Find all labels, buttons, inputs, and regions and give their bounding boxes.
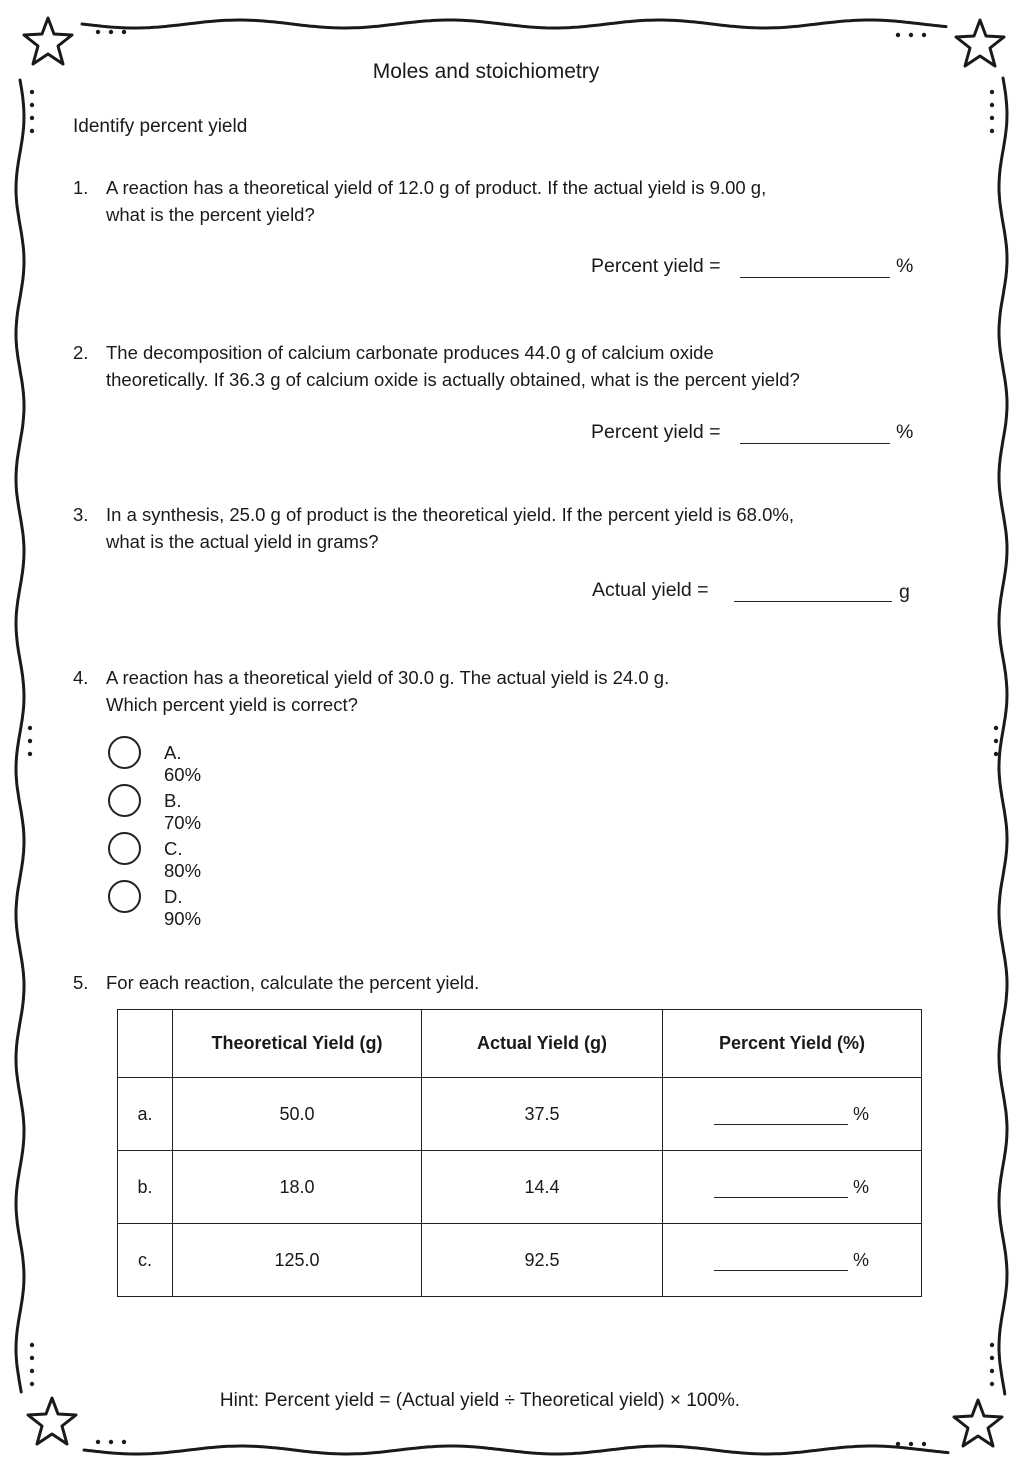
question-text-line-1: The decomposition of calcium carbonate produces 44.0 g of calcium oxide (106, 342, 714, 363)
option-label: C. 80% (164, 838, 202, 881)
actual-cell: 14.4 (422, 1151, 663, 1224)
table-row (118, 1078, 922, 1151)
percent-cell (663, 1224, 922, 1297)
question-number: 4. (73, 667, 89, 688)
question-text-line-1: In a synthesis, 25.0 g of product is the theoretical yield. If the percent yield is 68.0%, (106, 504, 794, 525)
border-right (999, 78, 1007, 1394)
section-subtitle: Identify percent yield (73, 116, 248, 137)
actual-cell: 37.5 (422, 1078, 663, 1151)
percent-unit: % (853, 1250, 870, 1270)
star-icon (954, 1400, 1002, 1446)
answer-label: Actual yield = (592, 579, 709, 601)
answer-unit: % (896, 421, 914, 443)
star-icon (24, 18, 72, 64)
border-top (82, 20, 946, 28)
table-row (118, 1224, 922, 1297)
table-header-row (118, 1010, 922, 1078)
actual-cell: 92.5 (422, 1224, 663, 1297)
row-label: a. (118, 1078, 173, 1151)
header-theoretical: Theoretical Yield (g) (173, 1010, 422, 1078)
header-actual: Actual Yield (g) (422, 1010, 663, 1078)
percent-unit: % (853, 1104, 870, 1124)
question-number: 1. (73, 177, 89, 198)
option-label: B. 70% (164, 790, 202, 833)
header-percent: Percent Yield (%) (663, 1010, 922, 1078)
answer-blank[interactable] (740, 443, 890, 444)
question-text-line-2: Which percent yield is correct? (106, 694, 358, 715)
percent-cell (663, 1151, 922, 1224)
radio-circle[interactable] (108, 880, 141, 913)
radio-circle[interactable] (108, 736, 141, 769)
theoretical-cell: 50.0 (173, 1078, 422, 1151)
question-text-line-2: theoretically. If 36.3 g of calcium oxide is actually obtained, what is the percent yield? (106, 369, 800, 390)
border-bottom (84, 1446, 948, 1454)
radio-circle[interactable] (108, 784, 141, 817)
header-blank (118, 1010, 173, 1078)
option-label: A. 60% (164, 742, 202, 785)
option-label: D. 90% (164, 886, 202, 929)
hint-text: Hint: Percent yield = (Actual yield ÷ Theoretical yield) × 100%. (219, 1390, 741, 1411)
question-text-line-2: what is the actual yield in grams? (106, 531, 379, 552)
answer-blank[interactable] (714, 1124, 848, 1125)
answer-blank[interactable] (734, 601, 892, 602)
question-text-line-1: A reaction has a theoretical yield of 12.0 g of product. If the actual yield is 9.00 g, (106, 177, 767, 198)
table-row (118, 1151, 922, 1224)
row-label: c. (118, 1224, 173, 1297)
theoretical-cell: 125.0 (173, 1224, 422, 1297)
answer-blank[interactable] (714, 1270, 848, 1271)
question-text-line-1: A reaction has a theoretical yield of 30.0 g. The actual yield is 24.0 g. (106, 667, 670, 688)
question-number: 5. (73, 972, 89, 993)
answer-label: Percent yield = (591, 421, 721, 443)
answer-label: Percent yield = (591, 255, 721, 277)
border-left (16, 80, 24, 1392)
row-label: b. (118, 1151, 173, 1224)
answer-unit: g (899, 581, 910, 603)
yield-table (117, 1009, 922, 1297)
theoretical-cell: 18.0 (173, 1151, 422, 1224)
question-number: 2. (73, 342, 89, 363)
radio-circle[interactable] (108, 832, 141, 865)
percent-cell (663, 1078, 922, 1151)
answer-blank[interactable] (714, 1197, 848, 1198)
page-title: Moles and stoichiometry (372, 60, 600, 83)
question-number: 3. (73, 504, 89, 525)
question-text-line-2: what is the percent yield? (106, 204, 315, 225)
question-text-line-1: For each reaction, calculate the percent yield. (106, 972, 480, 993)
percent-unit: % (853, 1177, 870, 1197)
answer-blank[interactable] (740, 277, 890, 278)
answer-unit: % (896, 255, 914, 277)
